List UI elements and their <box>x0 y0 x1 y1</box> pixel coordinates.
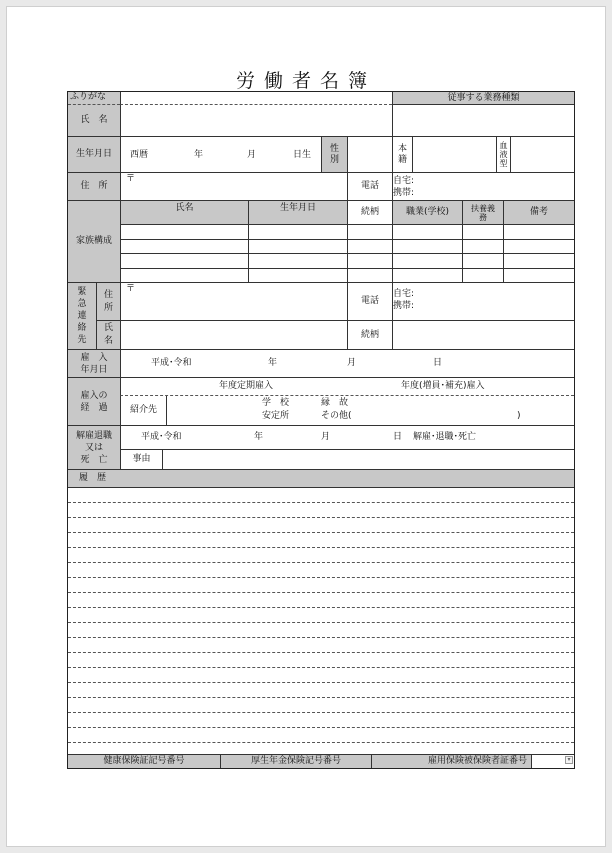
family-name-header: 氏名 <box>120 201 248 225</box>
emergency-address-field[interactable] <box>120 283 347 321</box>
sex-field[interactable] <box>347 137 392 173</box>
blood-type-label: 血 液 型 <box>496 137 510 173</box>
retire-era-text: 平成･令和 <box>141 432 182 442</box>
history-line <box>68 712 574 713</box>
referral-label: 紹介先 <box>120 396 166 426</box>
emergency-name-field[interactable] <box>120 321 347 350</box>
hire-date-field[interactable] <box>120 350 574 378</box>
furigana-label: ふりがな <box>68 92 120 105</box>
job-type-header: 従事する業務種類 <box>392 92 574 105</box>
blood-type-field[interactable] <box>510 137 574 173</box>
employment-insurance-header: 雇用保険被保険者証番号 <box>371 754 531 768</box>
history-line <box>68 622 574 623</box>
page-title: 労働者名簿 <box>235 70 376 92</box>
hire-era-text: 平成･令和 <box>151 358 192 368</box>
worker-register-form <box>67 91 575 769</box>
family-col-line <box>392 225 393 283</box>
history-line <box>68 547 574 548</box>
name-label: 氏 名 <box>68 105 120 137</box>
referral-field[interactable] <box>166 396 574 426</box>
emergency-label: 緊 急 連 絡 先 <box>68 283 96 350</box>
hire-process-label: 雇入の 経 過 <box>68 378 120 426</box>
honseki-label: 本 籍 <box>392 137 412 173</box>
phone-label: 電話 <box>347 173 392 201</box>
history-line <box>68 682 574 683</box>
school-text: 学 校 <box>262 398 290 408</box>
remarks-header: 備考 <box>503 201 574 225</box>
emergency-name-label: 氏 名 <box>96 321 120 350</box>
family-col-line <box>503 225 504 283</box>
year-text: 年 <box>194 150 204 160</box>
retire-month-text: 月 <box>321 432 331 442</box>
name-field[interactable] <box>120 105 392 137</box>
retire-date-field[interactable] <box>120 426 574 450</box>
history-line <box>68 502 574 503</box>
emergency-relation-field[interactable] <box>392 321 574 350</box>
scroll-down-icon[interactable]: ▾ <box>565 756 573 764</box>
retire-types-text: 解雇･退職･死亡 <box>413 432 477 442</box>
history-line <box>68 517 574 518</box>
retire-day-text: 日 <box>393 432 403 442</box>
history-line <box>68 697 574 698</box>
retire-year-text: 年 <box>254 432 264 442</box>
pension-header: 厚生年金保険記号番号 <box>220 754 371 768</box>
emergency-phone-field[interactable] <box>392 283 574 321</box>
other-close-paren: ) <box>517 411 521 421</box>
family-birth-header: 生年月日 <box>248 201 347 225</box>
history-line <box>68 577 574 578</box>
employment-office-text: 安定所 <box>262 411 290 421</box>
sex-label: 性 別 <box>321 137 347 173</box>
hire-day-text: 日 <box>433 358 443 368</box>
history-line <box>68 607 574 608</box>
connection-text: 縁 故 <box>321 398 349 408</box>
family-col-line <box>347 225 348 283</box>
emergency-phone-label: 電話 <box>347 283 392 321</box>
history-line <box>68 742 574 743</box>
family-col-line <box>462 225 463 283</box>
dependent-header: 扶養義務 <box>462 201 503 225</box>
history-line <box>68 532 574 533</box>
address-label: 住 所 <box>68 173 120 201</box>
history-line <box>68 727 574 728</box>
retire-label: 解雇退職 又は 死 亡 <box>68 426 120 470</box>
mobile-phone-label: 携帯: <box>393 188 415 198</box>
family-label: 家族構成 <box>68 201 120 283</box>
family-col-line <box>248 225 249 283</box>
emergency-home-label: 自宅: <box>393 289 415 299</box>
birthdate-field[interactable] <box>120 137 321 173</box>
history-line <box>68 592 574 593</box>
hire-month-text: 月 <box>347 358 357 368</box>
emergency-relation-label: 続柄 <box>347 321 392 350</box>
hire-year-text: 年 <box>268 358 278 368</box>
history-line <box>68 652 574 653</box>
era-text: 西暦 <box>130 150 149 160</box>
other-text: その他( <box>321 411 352 421</box>
history-line <box>68 667 574 668</box>
regular-hire-text: 年度定期雇入 <box>219 381 274 391</box>
job-type-field[interactable] <box>392 105 574 137</box>
hire-type-row[interactable] <box>120 378 574 396</box>
history-header: 履 歴 <box>68 470 574 488</box>
phone-field[interactable] <box>392 173 574 201</box>
reason-field[interactable] <box>162 450 574 470</box>
birthdate-label: 生年月日 <box>68 137 120 173</box>
honseki-field[interactable] <box>412 137 496 173</box>
emergency-address-label: 住 所 <box>96 283 120 321</box>
month-text: 月 <box>247 150 257 160</box>
home-phone-label: 自宅: <box>393 176 415 186</box>
emergency-mobile-label: 携帯: <box>393 301 415 311</box>
furigana-field[interactable] <box>120 92 392 105</box>
occupation-header: 職業(学校) <box>392 201 462 225</box>
history-line <box>68 637 574 638</box>
emergency-postal-mark: 〒 <box>126 284 136 294</box>
history-lines-area[interactable] <box>68 488 574 752</box>
family-col-line <box>120 225 121 283</box>
relation-header: 続柄 <box>347 201 392 225</box>
hire-date-label: 雇 入 年月日 <box>68 350 120 378</box>
postal-mark: 〒 <box>126 174 136 184</box>
history-line <box>68 562 574 563</box>
address-field[interactable] <box>120 173 347 201</box>
day-birth-text: 日生 <box>293 150 312 160</box>
extra-hire-text: 年度(増員･補充)雇入 <box>401 381 485 391</box>
reason-label: 事由 <box>120 450 162 470</box>
health-insurance-header: 健康保険証記号番号 <box>68 754 220 768</box>
